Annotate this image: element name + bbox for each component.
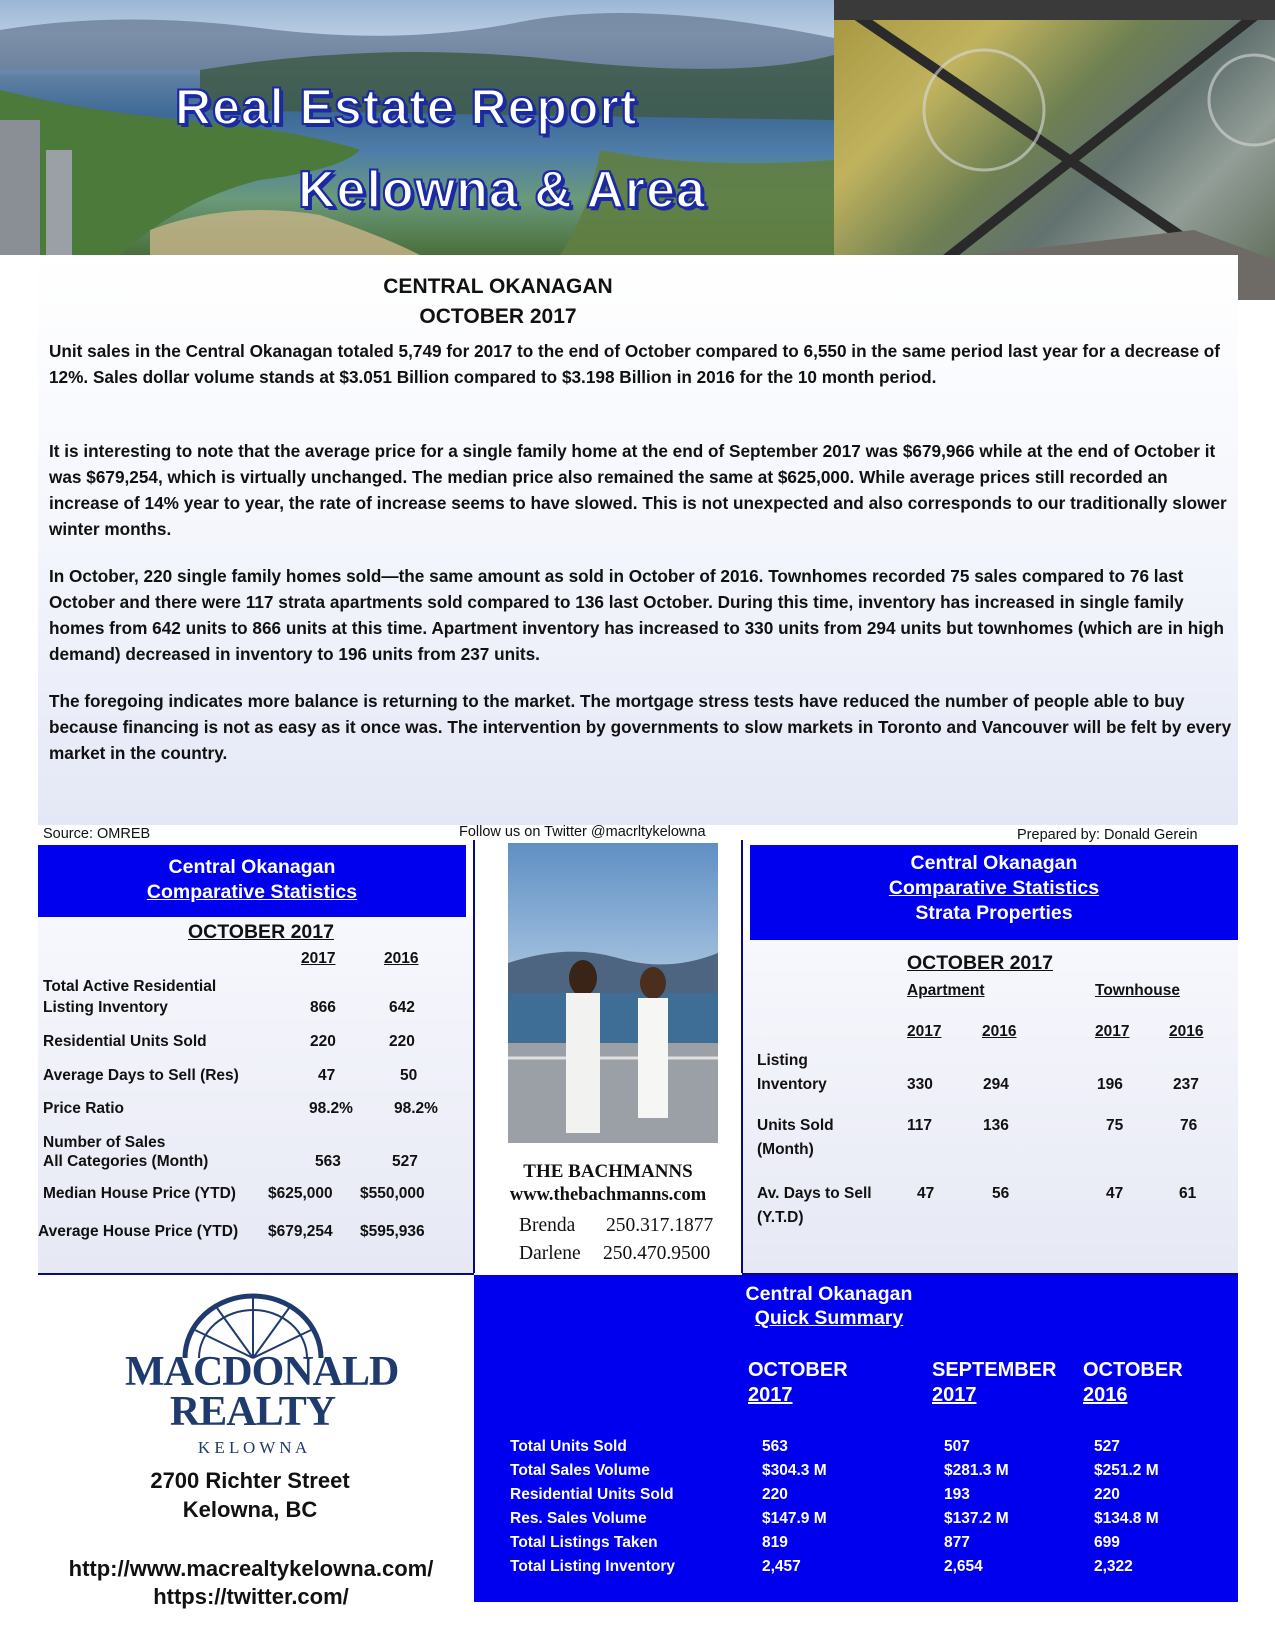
row-label: All Categories (Month) (43, 1153, 209, 1170)
col-month: OCTOBER (1083, 1359, 1183, 1381)
summary-label: Residential Units Sold (510, 1486, 674, 1503)
summary-value: 2,654 (944, 1558, 983, 1575)
summary-value: 527 (1094, 1438, 1120, 1455)
right-stats-category: Strata Properties (915, 902, 1073, 924)
report-period: OCTOBER 2017 (419, 305, 577, 328)
col-year: 2017 (748, 1384, 793, 1406)
divider (473, 840, 475, 1273)
apt-2016-value: 56 (992, 1185, 1010, 1202)
banner-title-line2: Kelowna & Area (298, 161, 706, 219)
paragraph: It is interesting to note that the average price for a single family home at the end of September 2017 was $679,966 while at the end of October it was $679,254, which is virtually unchanged. The median price also remained the same at $625,000. While average prices still recorded an increase of 14% year to year, the rate of increase seems to have slowed. This is not unexpected and also corresponds to our traditionally slower winter months. (49, 441, 1227, 539)
agent-panel (474, 840, 742, 1273)
divider (38, 1273, 474, 1275)
summary-value: 2,457 (762, 1558, 801, 1575)
contact-name: Brenda (519, 1215, 576, 1236)
summary-value: 220 (1094, 1486, 1120, 1503)
summary-value: $134.8 M (1094, 1510, 1159, 1527)
row-label: Av. Days to Sell (757, 1185, 872, 1202)
col-month: OCTOBER (748, 1359, 848, 1381)
value-2016: 220 (389, 1033, 415, 1050)
macdonald-realty-logo (125, 1290, 399, 1460)
town-2016-value: 76 (1180, 1117, 1198, 1134)
twitter-link[interactable]: https://twitter.com/ (153, 1584, 349, 1609)
agents-photo (508, 843, 718, 1143)
row-label: Number of Sales (43, 1134, 166, 1151)
value-2017: 98.2% (309, 1100, 353, 1117)
contact-name: Darlene (519, 1243, 581, 1264)
website-link[interactable]: http://www.macrealtykelowna.com/ (68, 1556, 434, 1581)
apt-2017-value: 117 (907, 1117, 933, 1134)
row-label: Residential Units Sold (43, 1033, 207, 1050)
value-2017: 47 (318, 1067, 336, 1084)
summary-value: 819 (762, 1534, 788, 1551)
apartment-heading: Apartment (907, 982, 985, 999)
town-2016-value: 61 (1179, 1185, 1197, 1202)
left-stats-table (38, 917, 474, 1273)
summary-value: 2,322 (1094, 1558, 1133, 1575)
summary-value: $304.3 M (762, 1462, 827, 1479)
row-label: Average House Price (YTD) (38, 1223, 239, 1240)
value-2016: 642 (389, 999, 415, 1016)
apt-col-2016: 2016 (982, 1023, 1017, 1040)
contact-phone: 250.317.1877 (606, 1215, 714, 1236)
value-2016: $550,000 (360, 1185, 425, 1202)
col-month: SEPTEMBER (932, 1359, 1057, 1381)
col-2016: 2016 (384, 950, 419, 967)
summary-value: $137.2 M (944, 1510, 1009, 1527)
apt-2017-value: 330 (907, 1076, 933, 1093)
divider (741, 840, 743, 1273)
row-label: Price Ratio (43, 1100, 124, 1117)
quick-summary-title: Central Okanagan (745, 1283, 913, 1305)
banner-image (0, 0, 834, 255)
row-label: (Y.T.D) (757, 1209, 804, 1226)
contact-phone: 250.470.9500 (603, 1243, 711, 1264)
quick-summary-subtitle: Quick Summary (754, 1307, 904, 1329)
summary-value: 877 (944, 1534, 970, 1551)
town-col-2017: 2017 (1095, 1023, 1130, 1040)
town-2017-value: 47 (1106, 1185, 1124, 1202)
office-street: 2700 Richter Street (150, 1468, 350, 1493)
strata-stats-table (742, 940, 1238, 1273)
quick-summary-panel (474, 1275, 1238, 1602)
right-stats-header (750, 845, 1238, 940)
banner-title-line1: Real Estate Report (175, 79, 638, 135)
summary-value: 220 (762, 1486, 788, 1503)
summary-value: 699 (1094, 1534, 1120, 1551)
report-region: CENTRAL OKANAGAN (383, 275, 613, 298)
value-2016: $595,936 (360, 1223, 425, 1240)
summary-label: Total Listings Taken (510, 1534, 658, 1551)
town-2017-value: 75 (1106, 1117, 1124, 1134)
paragraph: Unit sales in the Central Okanagan totaled 5,749 for 2017 to the end of October compared to 6,550 in the same period last year for a decrease of 12%. Sales dollar volume stands at $3.051 Billion compared to $3.198 Billion in 2016 for the 10 month period. (49, 341, 1221, 387)
summary-label: Total Sales Volume (510, 1462, 650, 1479)
row-label: Average Days to Sell (Res) (43, 1067, 239, 1084)
summary-label: Total Listing Inventory (510, 1558, 676, 1575)
apt-col-2017: 2017 (907, 1023, 942, 1040)
value-2016: 527 (392, 1153, 418, 1170)
col-2017: 2017 (301, 950, 336, 967)
value-2017: $679,254 (268, 1223, 333, 1240)
agent-name: THE BACHMANNS (523, 1161, 693, 1182)
town-2017-value: 196 (1097, 1076, 1123, 1093)
value-2016: 50 (400, 1067, 418, 1084)
apt-2017-value: 47 (917, 1185, 935, 1202)
row-label: Listing (757, 1052, 808, 1069)
summary-value: 193 (944, 1486, 970, 1503)
left-stats-header (38, 845, 466, 917)
summary-value: $147.9 M (762, 1510, 827, 1527)
summary-value: 507 (944, 1438, 970, 1455)
summary-label: Total Units Sold (510, 1438, 627, 1455)
row-label: Inventory (757, 1076, 827, 1093)
row-label: Units Sold (757, 1117, 834, 1134)
left-stats-title: Central Okanagan (168, 856, 336, 878)
report-summary (38, 255, 1238, 825)
office-city: Kelowna, BC (182, 1497, 318, 1522)
value-2017: 563 (315, 1153, 341, 1170)
value-2017: 220 (310, 1033, 336, 1050)
left-stats-month: OCTOBER 2017 (188, 921, 334, 943)
paragraph: In October, 220 single family homes sold—the same amount as sold in October of 2016. Townhomes recorded 75 sales compared to 76 last October and there were 117 strata apartments sold compared to 136 last October. During this time, inventory has increased in single family homes from 642 units to 866 units at this time. Apartment inventory has increased to 330 units from 294 units but townhomes (which are in high demand) decreased in inventory to 196 units from 237 units. (49, 566, 1225, 664)
col-year: 2016 (1083, 1384, 1128, 1406)
row-label: Total Active Residential (43, 978, 217, 995)
row-label: Listing Inventory (43, 999, 168, 1016)
summary-value: $251.2 M (1094, 1462, 1159, 1479)
row-label: (Month) (757, 1141, 814, 1158)
agent-website: www.thebachmanns.com (509, 1185, 707, 1205)
source-note: Source: OMREB (43, 826, 151, 842)
strata-month: OCTOBER 2017 (907, 952, 1053, 974)
value-2017: 866 (310, 999, 336, 1016)
col-year: 2017 (932, 1384, 977, 1406)
logo-brand-line2: REALTY (169, 1389, 336, 1435)
paragraph: The foregoing indicates more balance is returning to the market. The mortgage stress tests have reduced the number of people able to buy because financing is not as easy as it once was. The intervention by governments to slow markets in Toronto and Vancouver will be felt by every market in the country. (49, 691, 1232, 763)
summary-label: Res. Sales Volume (510, 1510, 647, 1527)
left-stats-subtitle: Comparative Statistics (146, 881, 358, 903)
town-col-2016: 2016 (1169, 1023, 1204, 1040)
logo-brand-line1: MACDONALD (125, 1349, 399, 1395)
townhouse-heading: Townhouse (1095, 982, 1180, 999)
apt-2016-value: 136 (983, 1117, 1009, 1134)
value-2017: $625,000 (268, 1185, 333, 1202)
logo-city: K E L O W N A (197, 1438, 308, 1457)
right-stats-subtitle: Comparative Statistics (888, 877, 1100, 899)
value-2016: 98.2% (394, 1100, 438, 1117)
prepared-by: Prepared by: Donald Gerein (1017, 827, 1198, 843)
right-stats-title: Central Okanagan (910, 852, 1078, 874)
row-label: Median House Price (YTD) (43, 1185, 236, 1202)
summary-value: $281.3 M (944, 1462, 1009, 1479)
apt-2016-value: 294 (983, 1076, 1009, 1093)
town-2016-value: 237 (1173, 1076, 1199, 1093)
twitter-note: Follow us on Twitter @macrltykelowna (459, 824, 706, 840)
summary-value: 563 (762, 1438, 788, 1455)
